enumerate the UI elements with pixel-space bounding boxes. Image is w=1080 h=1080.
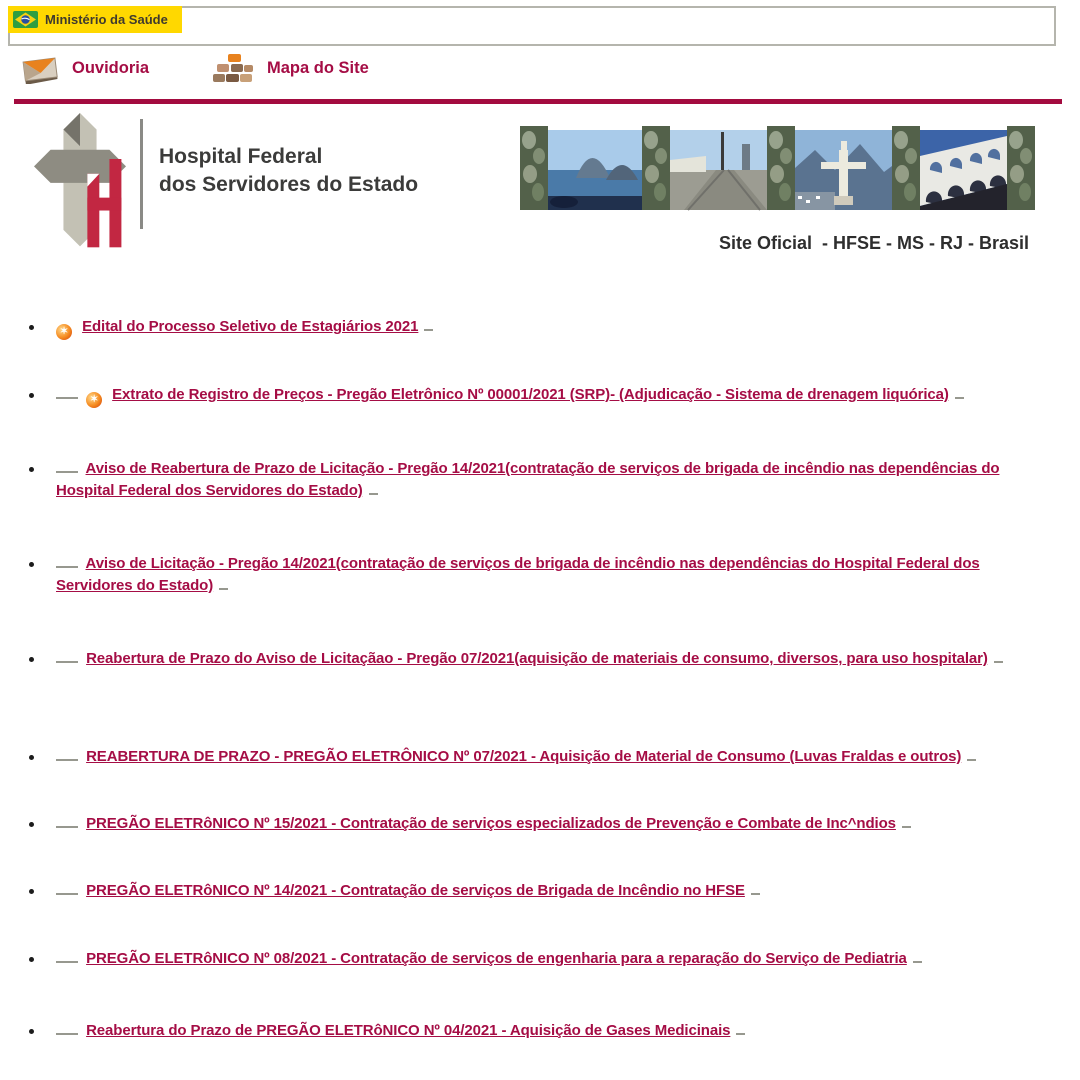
list-item [24,1020,1050,1042]
list-item [24,648,1050,670]
news-link-text: PREGÃO ELETRôNICO Nº 08/2021 - Contratação de serviços de engenharia para a reparação do Serviço de Pediatria [86,950,907,967]
news-link-text: PREGÃO ELETRôNICO Nº 15/2021 - Contratação de serviços especializados de Prevenção e Combate de Inc^ndios [86,815,896,832]
bullet-icon [29,393,34,398]
bullet-icon [29,822,34,827]
lead-underscore [56,948,78,963]
hospital-logo-block [34,113,418,251]
logo-divider [140,119,143,229]
nav-label-ouvidoria: Ouvidoria [72,58,150,77]
news-link-text: Aviso de Licitação - Pregão 14/2021(contratação de serviços de brigada de incêndio nas dependências do Hospital Federal dos Servidores do Estado) [56,555,980,594]
banner-caption: Site Oficial - HFSE - MS - RJ - Brasil [718,233,1029,253]
list-item [24,553,1050,597]
lead-underscore [56,553,78,568]
ministry-link[interactable] [8,6,182,33]
banner-block [520,126,1035,254]
tail-underscore [369,480,378,495]
bullet-icon [29,1029,34,1034]
bullet-icon [29,467,34,472]
list-item [24,384,1050,408]
news-link[interactable] [56,950,922,967]
org-name-line2: dos Servidores do Estado [159,173,419,196]
news-link-text: Reabertura de Prazo do Aviso de Licitaçãao - Pregão 07/2021(aquisição de materiais de consumo, diversos, para uso hospitalar) [86,650,988,667]
lead-underscore [56,384,78,399]
tail-underscore [967,746,976,761]
new-icon: ✶ [56,324,72,340]
bullet-icon [29,657,34,662]
nav-item-mapa-do-site[interactable] [211,53,369,84]
bullet-icon [29,755,34,760]
news-link[interactable] [56,386,964,403]
bullet-icon [29,325,34,330]
org-name-line1: Hospital Federal [159,145,323,168]
list-item [24,880,1050,902]
brazil-flag-icon [13,11,38,28]
nav-item-ouvidoria[interactable] [20,52,149,84]
tail-underscore [902,813,911,828]
nav-label-mapa-do-site: Mapa do Site [267,58,369,77]
news-link-text: REABERTURA DE PRAZO - PREGÃO ELETRÔNICO Nº 07/2021 - Aquisição de Material de Consumo (Luvas Fraldas e outros) [86,748,962,765]
new-icon: ✶ [86,392,102,408]
tail-underscore [751,880,760,895]
news-link-text: PREGÃO ELETRôNICO Nº 14/2021 - Contratação de serviços de Brigada de Incêndio no HFSE [86,882,745,899]
news-link[interactable] [56,882,760,899]
lead-underscore [56,880,78,895]
org-name [159,113,418,199]
lead-underscore [56,1020,78,1035]
tail-underscore [219,575,228,590]
lead-underscore [56,458,78,473]
ministry-label: Ministério da Saúde [45,12,168,27]
news-link-text: Extrato de Registro de Preços - Pregão Eletrônico Nº 00001/2021 (SRP)- (Adjudicação - Sistema de drenagem liquórica) [112,386,949,403]
news-link[interactable] [56,555,980,594]
bullet-icon [29,562,34,567]
nav-row [20,52,369,84]
news-link[interactable] [56,1022,745,1039]
list-item [24,948,1050,970]
news-link-text: Edital do Processo Seletivo de Estagiários 2021 [82,318,419,335]
tail-underscore [424,316,433,331]
news-link[interactable] [56,318,433,335]
hfse-logo-icon [34,113,126,251]
tail-underscore [994,648,1003,663]
news-link-text: Reabertura do Prazo de PREGÃO ELETRôNICO Nº 04/2021 - Aquisição de Gases Medicinais [86,1022,731,1039]
lead-underscore [56,648,78,663]
header-divider-rule [14,99,1062,104]
tail-underscore [955,384,964,399]
tail-underscore [913,948,922,963]
lead-underscore [56,813,78,828]
list-item [24,316,1050,340]
bullet-icon [29,957,34,962]
list-item [24,813,1050,835]
news-link[interactable] [56,460,999,499]
news-link-text: Aviso de Reabertura de Prazo de Licitação - Pregão 14/2021(contratação de serviços de brigada de incêndio nas dependências do Hospital Federal dos Servidores do Estado) [56,460,1000,499]
envelope-icon [20,52,60,84]
news-link[interactable] [56,748,976,765]
news-link[interactable] [56,815,911,832]
list-item [24,458,1050,502]
rio-banner-image [520,126,1035,214]
ministry-frame [8,6,1056,46]
tail-underscore [736,1020,745,1035]
news-link[interactable] [56,650,1003,667]
bullet-icon [29,889,34,894]
list-item [24,746,1050,768]
sitemap-icon [211,53,255,84]
lead-underscore [56,746,78,761]
